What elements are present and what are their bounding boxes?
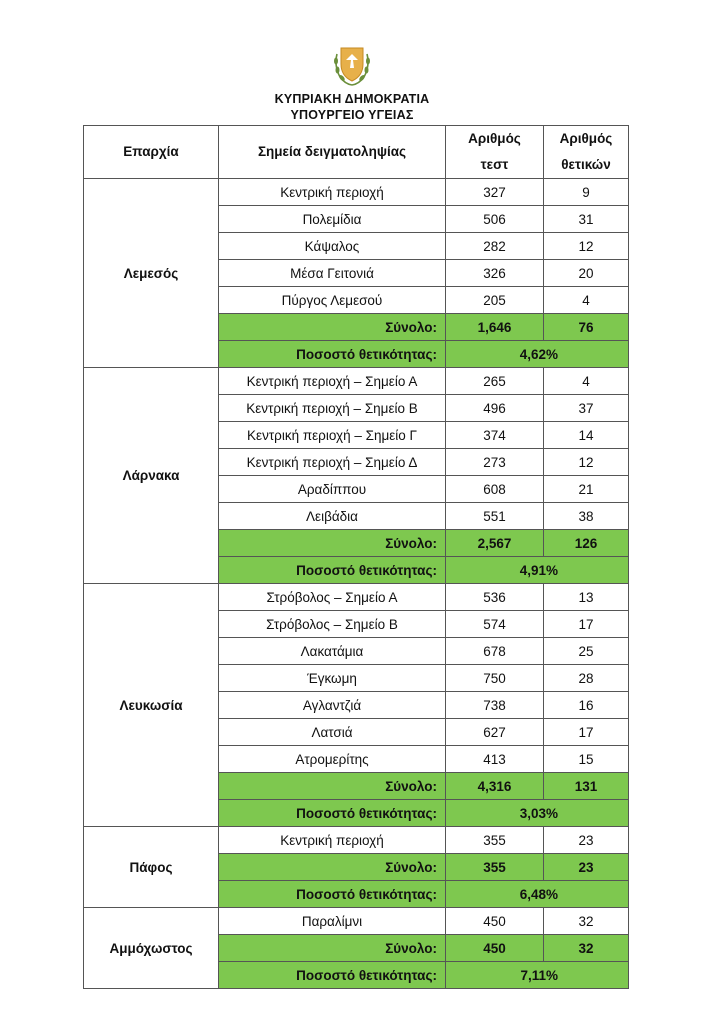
positives-count: 31 [544,206,629,233]
table-row [84,368,629,395]
sampling-point: Λατσιά [219,719,446,746]
sampling-point: Στρόβολος – Σημείο Β [219,611,446,638]
total-label: Σύνολο: [219,314,446,341]
table-row [84,827,629,854]
positives-count: 38 [544,503,629,530]
table-row [84,179,629,206]
cyprus-coat-of-arms-icon [329,44,375,88]
ministry-title: ΥΠΟΥΡΓΕΙΟ ΥΓΕΙΑΣ [290,108,414,122]
tests-count: 326 [446,260,544,287]
region-name: Λεμεσός [84,179,219,368]
positives-count: 14 [544,422,629,449]
positives-count: 32 [544,908,629,935]
sampling-point: Παραλίμνι [219,908,446,935]
tests-count: 551 [446,503,544,530]
tests-count: 750 [446,665,544,692]
positivity-label: Ποσοστό θετικότητας: [219,881,446,908]
sampling-point: Λακατάμια [219,638,446,665]
government-title: ΚΥΠΡΙΑΚΗ ΔΗΜΟΚΡΑΤΙΑ [274,92,430,106]
total-tests: 2,567 [446,530,544,557]
column-header-sampling-points: Σημεία δειγματοληψίας [219,126,446,179]
positivity-label: Ποσοστό θετικότητας: [219,557,446,584]
sampling-point: Πολεμίδια [219,206,446,233]
region-name: Λευκωσία [84,584,219,827]
total-label: Σύνολο: [219,854,446,881]
sampling-point: Έγκωμη [219,665,446,692]
positives-count: 20 [544,260,629,287]
sampling-point: Κεντρική περιοχή [219,827,446,854]
sampling-point: Κεντρική περιοχή – Σημείο Α [219,368,446,395]
sampling-point: Πύργος Λεμεσού [219,287,446,314]
positivity-label: Ποσοστό θετικότητας: [219,962,446,989]
positives-count: 13 [544,584,629,611]
positives-count: 21 [544,476,629,503]
sampling-point: Κεντρική περιοχή – Σημείο Β [219,395,446,422]
total-positives: 32 [544,935,629,962]
positives-count: 9 [544,179,629,206]
positivity-rate: 3,03% [446,800,629,827]
column-header-tests: Αριθμός τεστ [446,126,544,179]
total-label: Σύνολο: [219,935,446,962]
positives-count: 25 [544,638,629,665]
tests-count: 282 [446,233,544,260]
total-label: Σύνολο: [219,530,446,557]
testing-results-table [83,125,629,989]
tests-count: 678 [446,638,544,665]
sampling-point: Ατρομερίτης [219,746,446,773]
tests-count: 327 [446,179,544,206]
column-header-positives: Αριθμός θετικών [544,126,629,179]
positives-count: 17 [544,719,629,746]
positives-count: 16 [544,692,629,719]
total-tests: 1,646 [446,314,544,341]
positives-count: 4 [544,368,629,395]
tests-count: 536 [446,584,544,611]
sampling-point: Κεντρική περιοχή [219,179,446,206]
positivity-rate: 6,48% [446,881,629,908]
sampling-point: Λειβάδια [219,503,446,530]
tests-count: 413 [446,746,544,773]
positivity-rate: 7,11% [446,962,629,989]
sampling-point: Στρόβολος – Σημείο Α [219,584,446,611]
sampling-point: Μέσα Γειτονιά [219,260,446,287]
sampling-point: Κεντρική περιοχή – Σημείο Γ [219,422,446,449]
positivity-rate: 4,91% [446,557,629,584]
positives-count: 4 [544,287,629,314]
positivity-rate: 4,62% [446,341,629,368]
table-row [84,908,629,935]
column-header-region: Επαρχία [84,126,219,179]
tests-count: 273 [446,449,544,476]
total-positives: 76 [544,314,629,341]
sampling-point: Κάψαλος [219,233,446,260]
tests-count: 374 [446,422,544,449]
tests-count: 205 [446,287,544,314]
table-header-row [84,126,629,179]
sampling-point: Κεντρική περιοχή – Σημείο Δ [219,449,446,476]
tests-count: 574 [446,611,544,638]
total-positives: 126 [544,530,629,557]
positives-count: 17 [544,611,629,638]
tests-count: 738 [446,692,544,719]
total-tests: 355 [446,854,544,881]
total-tests: 450 [446,935,544,962]
sampling-point: Αγλαντζιά [219,692,446,719]
total-tests: 4,316 [446,773,544,800]
positives-count: 37 [544,395,629,422]
total-positives: 23 [544,854,629,881]
tests-count: 608 [446,476,544,503]
tests-count: 355 [446,827,544,854]
total-label: Σύνολο: [219,773,446,800]
tests-count: 506 [446,206,544,233]
positivity-label: Ποσοστό θετικότητας: [219,341,446,368]
table-body [84,179,629,989]
positives-count: 28 [544,665,629,692]
positives-count: 23 [544,827,629,854]
total-positives: 131 [544,773,629,800]
tests-count: 450 [446,908,544,935]
tests-count: 265 [446,368,544,395]
positives-count: 12 [544,233,629,260]
positives-count: 12 [544,449,629,476]
table-row [84,584,629,611]
region-name: Λάρνακα [84,368,219,584]
tests-count: 496 [446,395,544,422]
sampling-point: Αραδίππου [219,476,446,503]
positivity-label: Ποσοστό θετικότητας: [219,800,446,827]
tests-count: 627 [446,719,544,746]
region-name: Πάφος [84,827,219,908]
positives-count: 15 [544,746,629,773]
region-name: Αμμόχωστος [84,908,219,989]
